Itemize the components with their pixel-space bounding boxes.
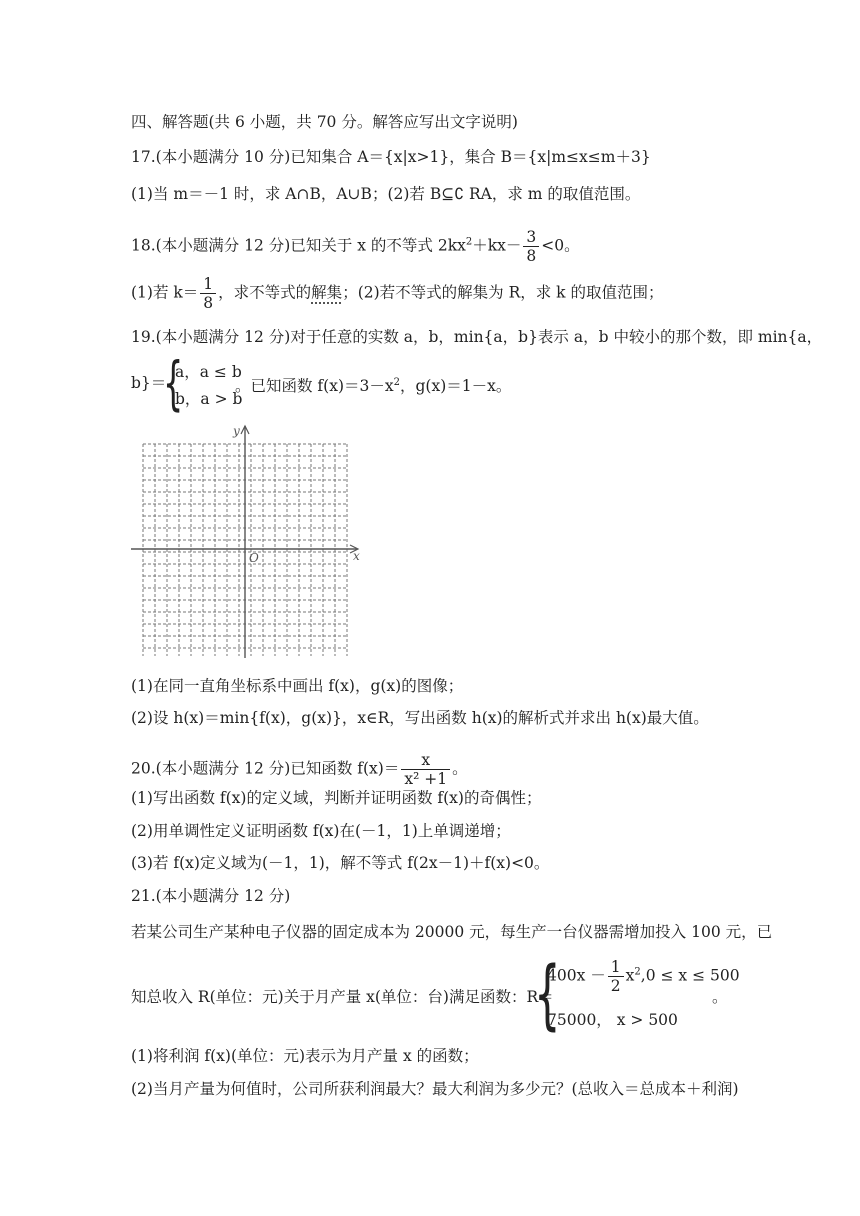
q19-part-1: (1)在同一直角坐标系中画出 f(x)，g(x)的图像； <box>131 677 464 695</box>
x-axis-label: x <box>353 549 360 563</box>
q17-stem: 17.(本小题满分 10 分)已知集合 A＝{x|x>1}，集合 B＝{x|m≤x≤m＋3} <box>131 148 651 166</box>
q19-part-2: (2)设 h(x)＝min{f(x)，g(x)}，x∈R，写出函数 h(x)的解析式并求出 h(x)最大值。 <box>131 709 709 727</box>
q19-stem: 19.(本小题满分 12 分)对于任意的实数 a，b，min{a，b}表示 a，b 中较小的那个数，即 min{a， <box>131 328 823 346</box>
q19-brace: { <box>163 349 184 417</box>
q19-lhs: b}＝ <box>131 374 167 392</box>
q18-parts: (1)若 k＝ $\frac{1}{8}$ ，求不等式的解集；(2)若不等式的解集为 R，求 k 的取值范围； <box>131 275 664 312</box>
q20-part-1: (1)写出函数 f(x)的定义域，判断并证明函数 f(x)的奇偶性； <box>131 789 542 807</box>
q21-case-2: 75000， x > 500 <box>547 1011 678 1029</box>
q20-stem: 20.(本小题满分 12 分)已知函数 f(x)＝ $\frac{x}{\text{x² +1}}$ 。 <box>131 751 468 788</box>
q21-text-2: 知总收入 R(单位：元)关于月产量 x(单位：台)满足函数：R＝ <box>131 988 554 1006</box>
q19-case-2: b，a > b <box>175 390 243 408</box>
q18-stem: 18.(本小题满分 12 分)已知关于 x 的不等式 $2kx^2+kx-$ $\frac{3}{8}$ <0。 <box>131 228 580 265</box>
q21-part-2: (2)当月产量为何值时，公司所获利润最大？最大利润为多少元？(总收入＝总成本＋利润) <box>131 1080 739 1098</box>
section-title: 四、解答题(共 6 小题，共 70 分。解答应写出文字说明) <box>131 113 518 131</box>
q21-brace: { <box>534 949 561 1038</box>
q21-end: 。 <box>712 988 728 1006</box>
q21-part-1: (1)将利润 f(x)(单位：元)表示为月产量 x 的函数； <box>131 1047 479 1065</box>
q21-text-1: 若某公司生产某种电子仪器的固定成本为 20000 元，每生产一台仪器需增加投入 100 元，已 <box>131 923 773 941</box>
origin-label: O <box>249 551 259 565</box>
q21-stem: 21.(本小题满分 12 分) <box>131 887 291 905</box>
y-axis-label: y <box>233 424 240 438</box>
coordinate-grid <box>131 422 363 662</box>
q19-case-1: a，a ≤ b <box>175 363 242 381</box>
q21-case-1: 400x － $\frac{1}{2}$ $x^2,0 \le x \le 500$ <box>547 958 740 995</box>
q20-part-2: (2)用单调性定义证明函数 f(x)在(－1，1)上单调递增； <box>131 822 511 840</box>
q19-functions: 。已知函数 $f(x)=3-x^2$，g(x)＝1－x。 <box>235 377 512 396</box>
q20-part-3: (3)若 f(x)定义域为(－1，1)，解不等式 f(2x－1)＋f(x)<0。 <box>131 854 550 872</box>
q17-parts: (1)当 m＝－1 时，求 A∩B，A∪B；(2)若 B⊆∁ RA，求 m 的取值范围。 <box>131 185 641 203</box>
